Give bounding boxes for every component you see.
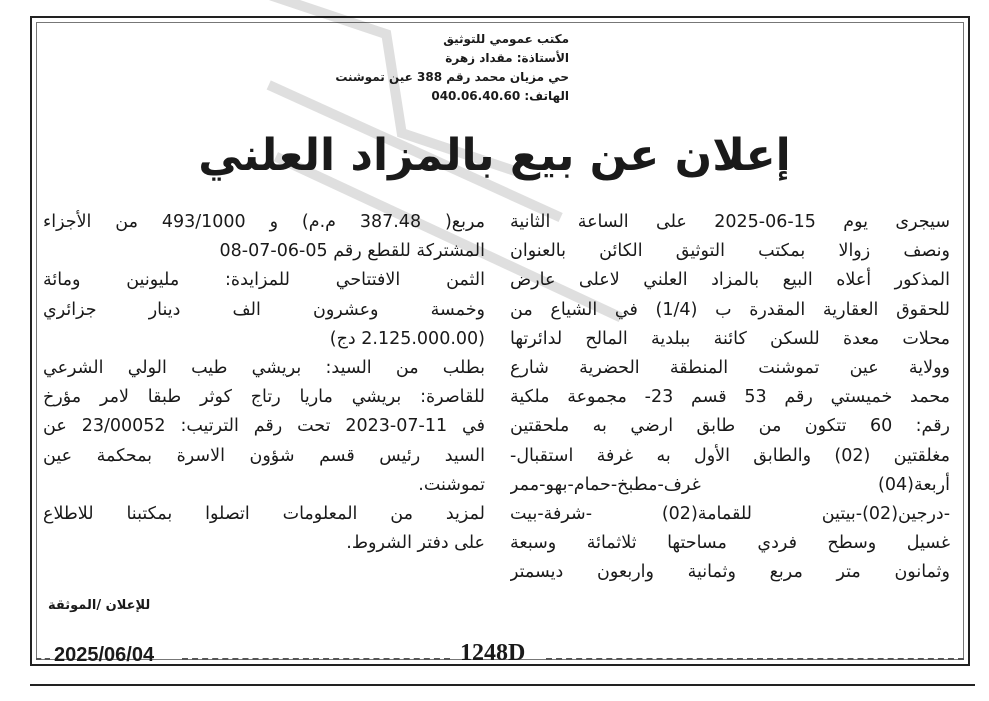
text-line: للحقوق العقارية المقدرة ب (1/4) في الشياع من (510, 299, 950, 320)
right-column (510, 208, 950, 588)
text-line: -درجين(02)-بيتين للقمامة(02) -شرفة-بيت (510, 504, 950, 525)
text-line: مغلقتين (02) والطابق الأول به غرفة استقبال- (510, 445, 950, 466)
left-column (43, 208, 485, 558)
text-line: في 11-07-2023 تحت رقم الترتيب: 23/00052 عن (43, 416, 485, 437)
text-line: محمد خميستي رقم 53 قسم 23- مجموعة ملكية (510, 387, 950, 408)
footer-date: 2025/06/04 (54, 644, 155, 666)
notary-header (335, 30, 569, 106)
text-line: ونصف زوالا بمكتب التوثيق الكائن بالعنوان (510, 241, 950, 262)
text-line: وولاية عين تموشنت المنطقة الحضرية شارع (510, 358, 950, 379)
text-line: تموشنت. (418, 474, 485, 495)
office-address: حي مزيان محمد رقم 388 عين تموشنت (335, 70, 569, 84)
office-phone: الهاتف: 040.06.40.60 (431, 89, 569, 103)
text-line: المشتركة للقطع رقم 05-06-07-08 (219, 241, 485, 262)
text-line: أربعة(04) غرف-مطبخ-حمام-بهو-ممر (510, 474, 950, 495)
text-line: وثمانون متر مربع وثمانية واربعون ديسمتر (510, 562, 950, 583)
announcement-title: إعلان عن بيع بالمزاد العلني (198, 130, 791, 181)
text-line: محلات معدة للسكن كائنة ببلدية المالح لدائرتها (510, 328, 950, 349)
text-line: وخمسة وعشرون الف دينار جزائري (43, 299, 485, 320)
notary-name: الأستاذة: مقداد زهرة (445, 51, 569, 65)
text-line: لمزيد من المعلومات اتصلوا بمكتبنا للاطلاع (43, 504, 485, 525)
text-line: (2.125.000.00 دج) (329, 328, 485, 349)
text-line: بطلب من السيد: بريشي طيب الولي الشرعي (43, 358, 485, 379)
text-line: على دفتر الشروط. (346, 533, 485, 554)
signature-line: للإعلان /الموثقة (48, 598, 151, 613)
text-line: سيجرى يوم 15-06-2025 على الساعة الثانية (510, 212, 950, 232)
office-name: مكتب عمومي للتوثيق (443, 32, 569, 46)
text-line: رقم: 60 تتكون من طابق ارضي به ملحقتين (510, 416, 950, 437)
text-line: للقاصرة: بريشي ماريا رتاج كوثر طبقا لامر مؤرخ (43, 387, 485, 408)
footer-dash (546, 658, 964, 660)
bottom-rule (30, 684, 975, 686)
text-line: الثمن الافتتاحي للمزايدة: مليونين ومائة (43, 270, 485, 291)
text-line: السيد رئيس قسم شؤون الاسرة بمحكمة عين (43, 445, 485, 466)
text-line: غسيل وسطح فردي مساحتها ثلاثمائة وسبعة (510, 533, 950, 554)
text-line: المذكور أعلاه البيع بالمزاد العلني لاعلى عارض (510, 270, 950, 291)
footer-dash (36, 658, 50, 660)
text-line: مربع( 387.48 م.م) و 493/1000 من الأجزاء (43, 212, 485, 232)
footer-code: 1248D (460, 640, 526, 666)
footer-dash (182, 658, 450, 660)
